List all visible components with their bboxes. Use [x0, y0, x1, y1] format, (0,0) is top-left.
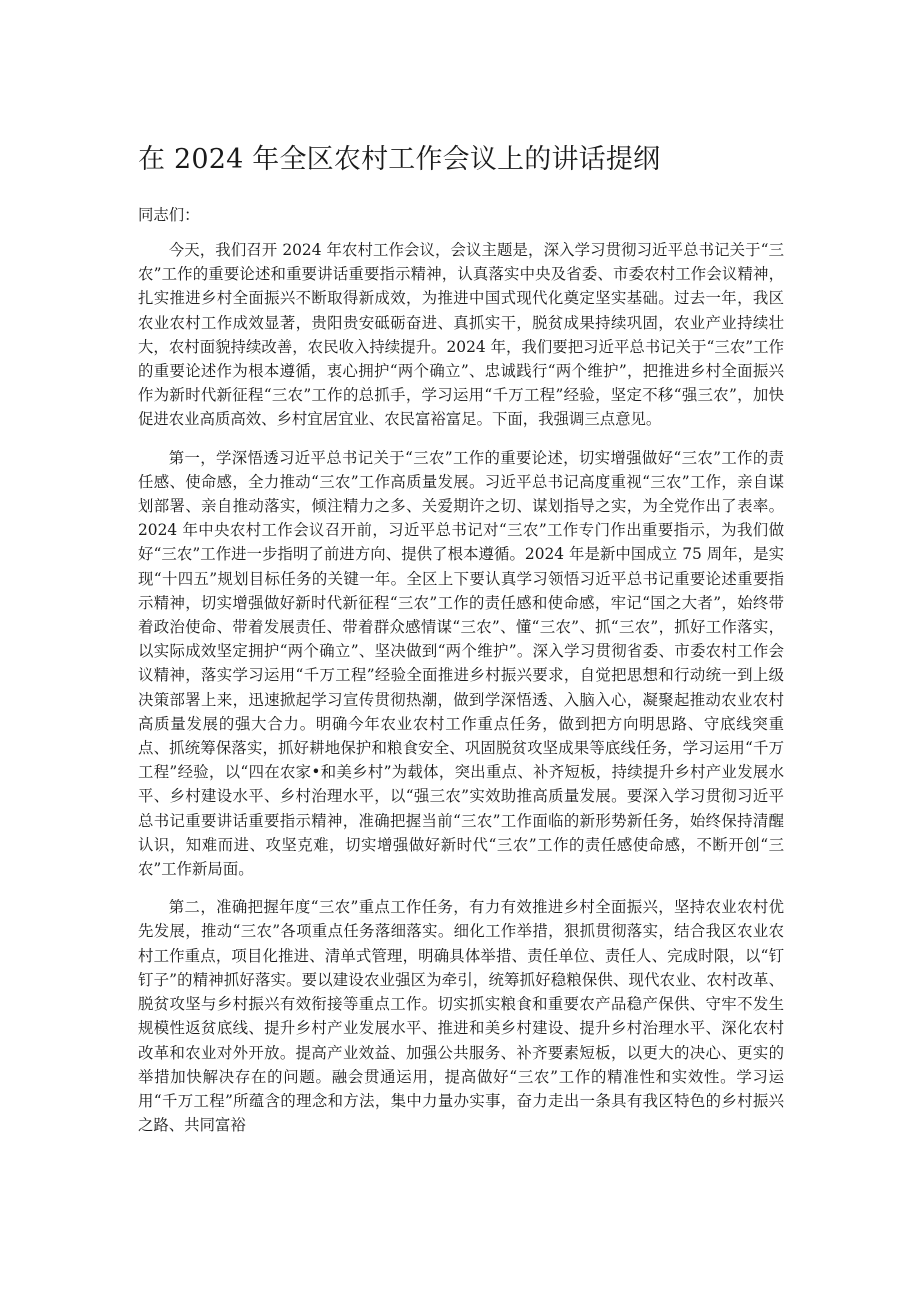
document-page	[138, 140, 784, 1151]
document-title: 在 2024 年全区农村工作会议上的讲话提纲	[138, 144, 661, 175]
paragraph-first-point: 第一，学深悟透习近平总书记关于“三农”工作的重要论述，切实增强做好“三农”工作的责任感、使命感，全力推动“三农”工作高质量发展。习近平总书记高度重视“三农”工作，亲自谋划部署、亲自推动落实，倾注精力之多、关爱期许之切、谋划指导之实，为全党作出了表率。2024 年中央农村工作会议召开前，习近平总书记对“三农”工作专门作出重要指示，为我们做好“三农”工作进一步指明了前进方向、提供了根本遵循。2024 年是新中国成立 75 周年，是实现“十四五”规划目标任务的关键一年。全区上下要认真学习领悟习近平总书记重要论述重要指示精神，切实增强做好新时代新征程“三农”工作的责任感和使命感，牢记“国之大者”，始终带着政治使命、带着发展责任、带着群众感情谋“三农”、懂“三农”、抓“三农”，抓好工作落实，以实际成效坚定拥护“两个确立”、坚决做到“两个维护”。深入学习贯彻省委、市委农村工作会议精神，落实学习运用“千万工程”经验全面推进乡村振兴要求，自觉把思想和行动统一到上级决策部署上来，迅速掀起学习宣传贯彻热潮，做到学深悟透、入脑入心，凝聚起推动农业农村高质量发展的强大合力。明确今年农业农村工作重点任务，做到把方向明思路、守底线突重点、抓统筹保落实，抓好耕地保护和粮食安全、巩固脱贫攻坚成果等底线任务，学习运用“千万工程”经验，以“四在农家•和美乡村”为载体，突出重点、补齐短板，持续提升乡村产业发展水平、乡村建设水平、乡村治理水平，以“强三农”实效助推高质量发展。要深入学习贯彻习近平总书记重要讲话重要指示精神，准确把握当前“三农”工作面临的新形势新任务，始终保持清醒认识，知难而进、攻坚克难，切实增强做好新时代“三农”工作的责任感使命感，不断开创“三农”工作新局面。	[138, 448, 784, 879]
paragraph-second-point: 第二，准确把握年度“三农”重点工作任务，有力有效推进乡村全面振兴，坚持农业农村优先发展，推动“三农”各项重点任务落细落实。细化工作举措，狠抓贯彻落实，结合我区农业农村工作重点，项目化推进、清单式管理，明确具体举措、责任单位、责任人、完成时限，以“钉钉子”的精神抓好落实。要以建设农业强区为牵引，统筹抓好稳粮保供、现代农业、农村改革、脱贫攻坚与乡村振兴有效衔接等重点工作。切实抓实粮食和重要农产品稳产保供、守牢不发生规模性返贫底线、提升乡村产业发展水平、推进和美乡村建设、提升乡村治理水平、深化农村改革和农业对外开放。提高产业效益、加强公共服务、补齐要素短板，以更大的决心、更实的举措加快解决存在的问题。融会贯通运用，提高做好“三农”工作的精准性和实效性。学习运用“千万工程”所蕴含的理念和方法，集中力量办实事，奋力走出一条具有我区特色的乡村振兴之路、共同富裕	[138, 898, 784, 1135]
paragraph-intro: 今天，我们召开 2024 年农村工作会议，会议主题是，深入学习贯彻习近平总书记关于“三农”工作的重要论述和重要讲话重要指示精神，认真落实中央及省委、市委农村工作会议精神，扎实推进乡村全面振兴不断取得新成效，为推进中国式现代化奠定坚实基础。过去一年，我区农业农村工作成效显著，贵阳贵安砥砺奋进、真抓实干，脱贫成果持续巩固，农业产业持续壮大，农村面貌持续改善，农民收入持续提升。2024 年，我们要把习近平总书记关于“三农”工作的重要论述作为根本遵循，衷心拥护“两个确立”、忠诚践行“两个维护”，把推进乡村全面振兴作为新时代新征程“三农”工作的总抓手，学习运用“千万工程”经验，坚定不移“强三农”，加快促进农业高质高效、乡村宜居宜业、农民富裕富足。下面，我强调三点意见。	[138, 241, 784, 429]
salutation: 同志们：	[138, 206, 200, 224]
